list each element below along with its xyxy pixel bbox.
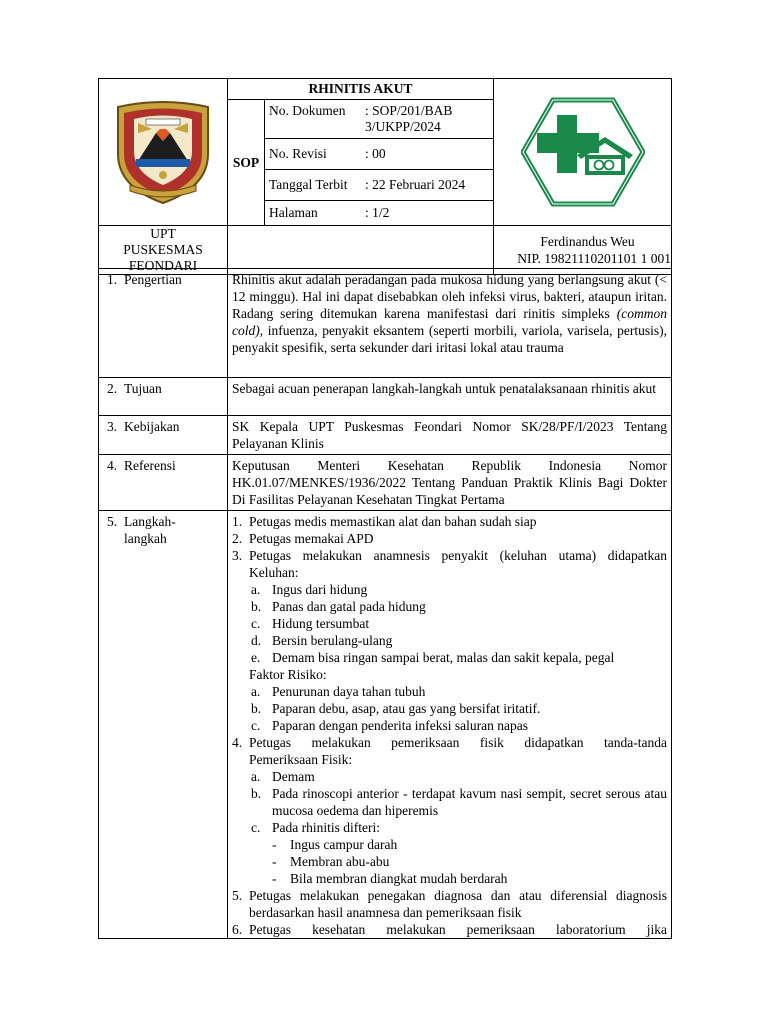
step-item: 6. Petugas kesehatan melakukan pemeriksaan laboratorium jika <box>232 922 667 937</box>
regional-emblem-cell <box>99 79 228 226</box>
section-label: Pengertian <box>124 272 182 287</box>
step-item: 1. Petugas medis memastikan alat dan bahan sudah siap <box>232 514 537 529</box>
section-tujuan <box>99 378 672 416</box>
step-item: 3. Petugas melakukan anamnesis penyakit (keluhan utama) didapatkan <box>232 548 667 563</box>
issue-date-value: : 22 Februari 2024 <box>365 177 466 192</box>
section-number: 5. <box>107 514 118 529</box>
fisik-heading: Pemeriksaan Fisik: <box>249 752 353 767</box>
section-pengertian <box>99 269 672 378</box>
section-langkah <box>99 511 672 939</box>
list-item: d. Bersin berulang-ulang <box>251 633 393 648</box>
step-item: 5. Petugas melakukan penegakan diagnosa dan atau diferensial diagnosis berdasarkan hasil anamnesa dan pemeriksaan fisik <box>232 888 667 920</box>
fisik-list <box>232 768 667 836</box>
langkah-content <box>228 511 672 939</box>
issue-date-row <box>265 170 494 201</box>
section-number: 3. <box>107 419 118 434</box>
signer-nip: NIP. 19821110201101 1 001 <box>517 251 672 266</box>
revision-value: : 00 <box>365 146 386 161</box>
signer-name: Ferdinandus Weu <box>540 234 635 249</box>
section-label: Kebijakan <box>124 419 180 434</box>
kebijakan-text: SK Kepala UPT Puskesmas Feondari Nomor SK/28/PF/I/2023 Tentang Pelayanan Klinis <box>228 416 672 455</box>
list-item: a. Demam <box>251 769 315 784</box>
revision-label: No. Revisi <box>269 146 327 161</box>
list-item: a. Penurunan daya tahan tubuh <box>251 684 426 699</box>
section-label: Referensi <box>124 458 176 473</box>
section-label-cont: langkah <box>124 531 167 546</box>
list-item: - Bila membran diangkat mudah berdarah <box>272 871 508 886</box>
regional-emblem-icon <box>108 99 218 205</box>
doc-number-row <box>265 100 494 139</box>
step-item: 4. Petugas melakukan pemeriksaan fisik didapatkan tanda-tanda <box>232 735 667 750</box>
unit-line-1: UPT <box>150 226 176 241</box>
tujuan-text: Sebagai acuan penerapan langkah-langkah untuk penatalaksanaan rhinitis akut <box>228 378 672 416</box>
sop-title: RHINITIS AKUT <box>228 79 494 100</box>
pengertian-text: Rhinitis akut adalah peradangan pada mukosa hidung yang berlangsung akut (< 12 minggu). Hal ini dapat disebabkan oleh infeksi virus, bakteri, ataupun iritan. Radang sering ditemukan karena manifestasi dari rinitis simpleks (common cold), infuenza, penyakit eksantem (seperti morbili, variola, varisela, pertusis), penyakit spesifik, serta sekunder dari iritasi lokal atau trauma <box>228 269 672 378</box>
page-label: Halaman <box>269 205 318 220</box>
step-item: 2. Petugas memakai APD <box>232 531 374 546</box>
doc-number-label: No. Dokumen <box>269 103 346 118</box>
revision-row <box>265 139 494 170</box>
unit-line-2: PUSKESMAS <box>123 242 203 257</box>
list-item: b. Pada rinoscopi anterior - terdapat kavum nasi sempit, secret serous atau mucosa oedema dan hiperemis <box>251 786 667 818</box>
page-value: : 1/2 <box>365 205 390 220</box>
list-item: c. Hidung tersumbat <box>251 616 370 631</box>
difteri-list <box>232 836 667 887</box>
doc-number-value: : SOP/201/BAB 3/UKPP/2024 <box>365 103 453 134</box>
puskesmas-cross-icon <box>521 97 645 207</box>
section-label: Tujuan <box>124 381 162 396</box>
list-item: c. Pada rhinitis difteri: <box>251 820 380 835</box>
unit-line-3: FEONDARI <box>128 258 198 273</box>
section-label: Langkah- <box>124 514 176 529</box>
section-number: 4. <box>107 458 118 473</box>
keluhan-heading: Keluhan: <box>249 565 299 580</box>
list-item: e. Demam bisa ringan sampai berat, malas dan sakit kepala, pegal <box>251 650 615 665</box>
keluhan-list <box>232 581 667 666</box>
page-row <box>265 201 494 226</box>
list-item: - Ingus campur darah <box>272 837 398 852</box>
section-number: 2. <box>107 381 118 396</box>
sop-header-table <box>98 78 672 275</box>
sop-body-table <box>98 268 672 939</box>
list-item: b. Panas dan gatal pada hidung <box>251 599 426 614</box>
issue-date-label: Tanggal Terbit <box>269 177 348 192</box>
list-item: b. Paparan debu, asap, atau gas yang bersifat iritatif. <box>251 701 541 716</box>
list-item: - Membran abu-abu <box>272 854 390 869</box>
list-item: c. Paparan dengan penderita infeksi saluran napas <box>251 718 529 733</box>
risiko-list <box>232 683 667 734</box>
section-kebijakan <box>99 416 672 455</box>
sop-label: SOP <box>228 100 265 226</box>
referensi-text: Keputusan Menteri Kesehatan Republik Indonesia Nomor HK.01.07/MENKES/1936/2022 Tentang Panduan Praktik Klinis Bagi Dokter Di Fasilitas Pelayanan Kesehatan Tingkat Pertama <box>228 455 672 511</box>
section-referensi <box>99 455 672 511</box>
list-item: a. Ingus dari hidung <box>251 582 368 597</box>
section-number: 1. <box>107 272 118 287</box>
risiko-heading: Faktor Risiko: <box>249 667 327 682</box>
puskesmas-logo-cell <box>494 79 672 226</box>
